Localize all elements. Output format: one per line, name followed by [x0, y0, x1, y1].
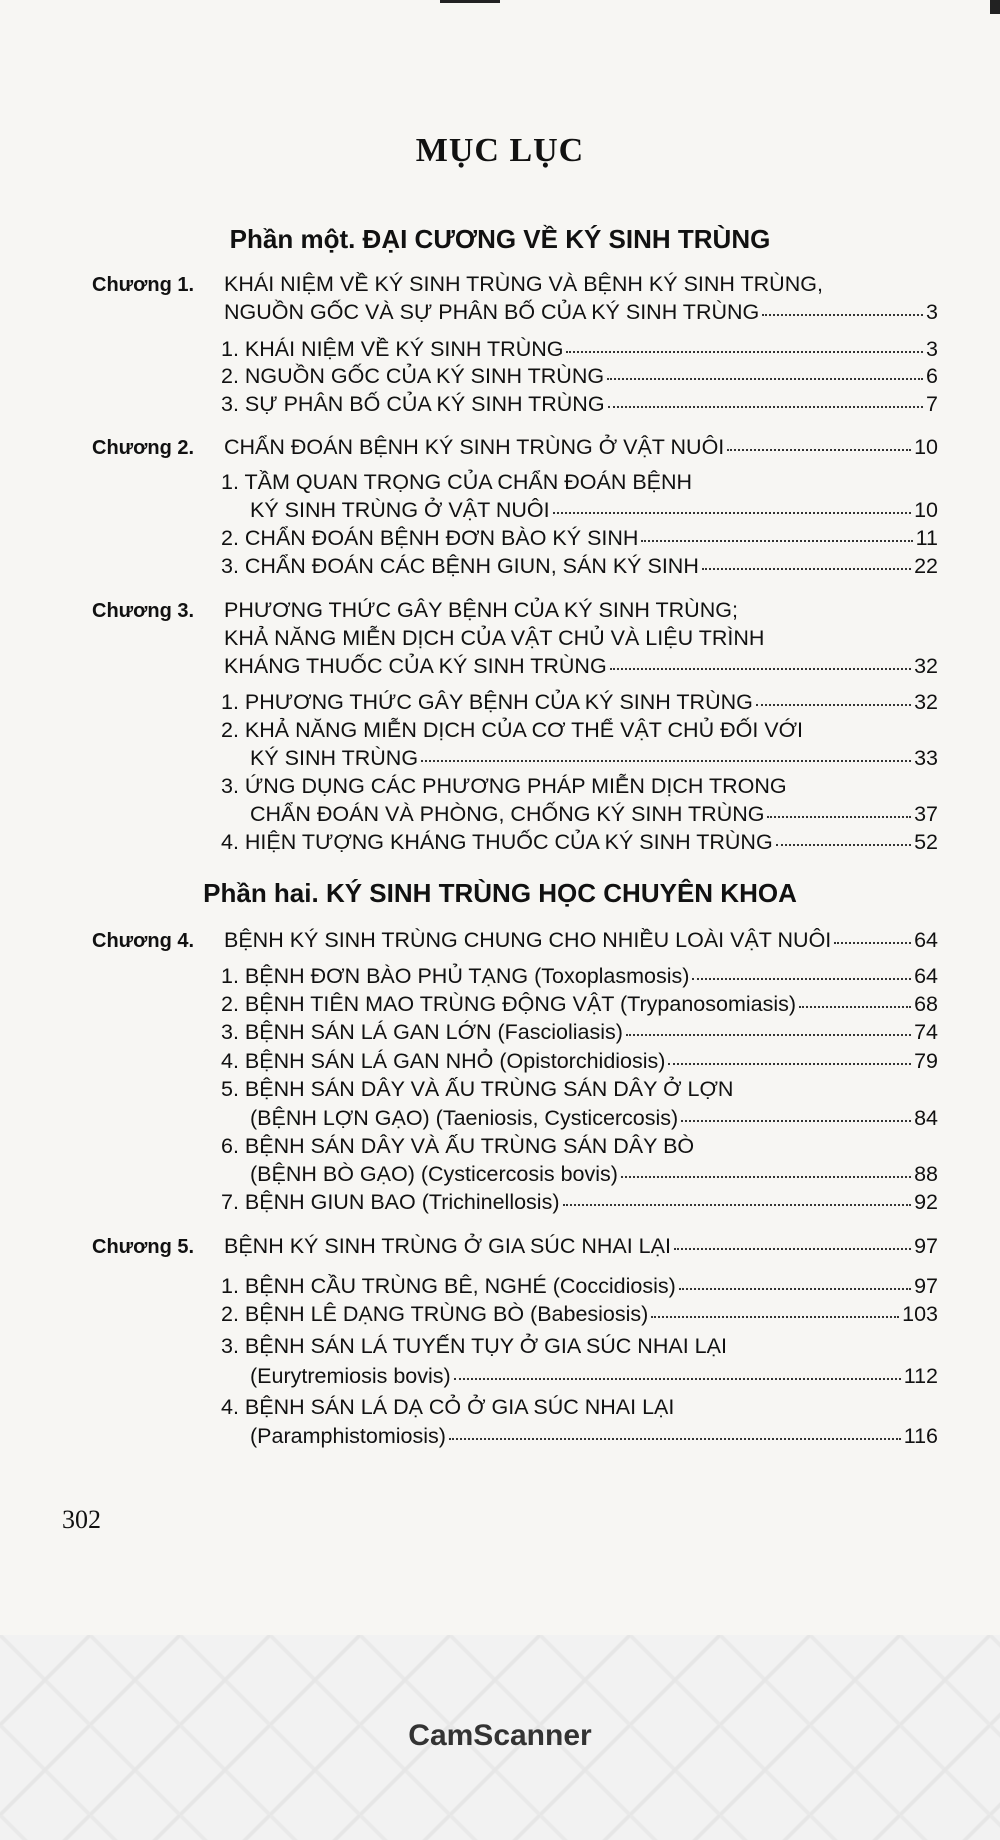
toc-entry[interactable] — [250, 748, 938, 770]
chapter3-label: Chương 3. — [92, 600, 195, 622]
page-title: MỤC LỤC — [415, 132, 585, 169]
entry-title: 4. HIỆN TƯỢNG KHÁNG THUỐC CỦA KÝ SINH TRÙNG — [221, 830, 773, 854]
toc-entry[interactable] — [224, 302, 938, 324]
entry-title: 2. BỆNH TIÊN MAO TRÙNG ĐỘNG VẬT (Trypanosomiasis) — [221, 992, 797, 1016]
page-ref: 88 — [914, 1162, 938, 1186]
page-number: 302 — [62, 1505, 101, 1534]
entry-title-line1: 3. ỨNG DỤNG CÁC PHƯƠNG PHÁP MIỄN DỊCH TRONG — [221, 774, 787, 798]
chapter3-heading — [92, 600, 738, 622]
chapter5-title: BỆNH KÝ SINH TRÙNG Ở GIA SÚC NHAI LẠI — [224, 1234, 671, 1258]
page-ref: 64 — [914, 964, 938, 988]
toc-entry[interactable] — [221, 966, 938, 988]
leader-dots — [668, 1063, 911, 1065]
chapter1-heading — [92, 274, 823, 296]
entry-title: CHẨN ĐOÁN VÀ PHÒNG, CHỐNG KÝ SINH TRÙNG — [250, 802, 765, 826]
page-ref: 32 — [914, 690, 938, 714]
part1-title: Phần một. ĐẠI CƯƠNG VỀ KÝ SINH TRÙNG — [229, 224, 771, 254]
chapter5-label: Chương 5. — [92, 1236, 195, 1258]
page-ref: 74 — [914, 1020, 938, 1044]
page-ref: 11 — [915, 526, 938, 550]
page-ref: 33 — [914, 746, 938, 770]
page-ref: 3 — [926, 300, 938, 324]
page-ref: 68 — [914, 992, 938, 1016]
toc-entry[interactable] — [250, 1108, 938, 1130]
leader-dots — [727, 449, 911, 451]
toc-entry[interactable] — [221, 1304, 938, 1326]
leader-dots — [834, 942, 911, 944]
page-ref: 6 — [926, 364, 938, 388]
leader-dots — [553, 512, 912, 514]
page-ref: 22 — [914, 554, 938, 578]
entry-title: 4. BỆNH SÁN LÁ GAN NHỎ (Opistorchidiosis) — [221, 1049, 666, 1073]
leader-dots — [607, 378, 923, 380]
page-ref: 10 — [914, 435, 938, 459]
entry-title-line1: 1. TẦM QUAN TRỌNG CỦA CHẨN ĐOÁN BỆNH — [221, 470, 693, 494]
entry-title: (Paramphistomiosis) — [250, 1424, 446, 1448]
page-ref: 32 — [914, 654, 938, 678]
leader-dots — [767, 816, 911, 818]
leader-dots — [610, 668, 911, 670]
toc-entry[interactable] — [221, 994, 938, 1016]
toc-entry[interactable] — [221, 366, 938, 388]
chapter3-title-line3: KHÁNG THUỐC CỦA KÝ SINH TRÙNG — [224, 654, 607, 678]
leader-dots — [566, 351, 923, 353]
leader-dots — [762, 314, 923, 316]
toc-entry[interactable] — [250, 804, 938, 826]
page-ref: 112 — [903, 1364, 938, 1388]
entry-title: (BỆNH LỢN GẠO) (Taeniosis, Cysticercosis) — [250, 1106, 679, 1130]
chapter3-title-line2: KHẢ NĂNG MIỄN DỊCH CỦA VẬT CHỦ VÀ LIỆU TRÌNH — [224, 626, 765, 650]
entry-title: 2. CHẨN ĐOÁN BỆNH ĐƠN BÀO KÝ SINH — [221, 526, 639, 550]
toc-entry[interactable] — [221, 1276, 938, 1298]
toc-entry[interactable] — [221, 1022, 938, 1044]
leader-dots — [799, 1006, 911, 1008]
entry-title: 3. CHẨN ĐOÁN CÁC BỆNH GIUN, SÁN KÝ SINH — [221, 554, 699, 578]
part2-title: Phần hai. KÝ SINH TRÙNG HỌC CHUYÊN KHOA — [203, 878, 797, 908]
leader-dots — [621, 1176, 911, 1178]
page-ref: 97 — [914, 1234, 938, 1258]
entry-title: 3. SỰ PHÂN BỐ CỦA KÝ SINH TRÙNG — [221, 392, 605, 416]
leader-dots — [756, 704, 911, 706]
chapter4-label: Chương 4. — [92, 930, 195, 952]
chapter1-title-line1: KHÁI NIỆM VỀ KÝ SINH TRÙNG VÀ BỆNH KÝ SINH TRÙNG, — [224, 272, 823, 296]
leader-dots — [651, 1316, 899, 1318]
entry-title-line1: 3. BỆNH SÁN LÁ TUYẾN TỤY Ở GIA SÚC NHAI LẠI — [221, 1334, 727, 1358]
page-ref: 64 — [914, 928, 938, 952]
entry-title: 1. BỆNH ĐƠN BÀO PHỦ TẠNG (Toxoplasmosis) — [221, 964, 690, 988]
toc-entry[interactable] — [224, 656, 938, 678]
entry-title: 2. BỆNH LÊ DẠNG TRÙNG BÒ (Babesiosis) — [221, 1302, 649, 1326]
toc-entry[interactable] — [221, 528, 938, 550]
chapter3-title-line1: PHƯƠNG THỨC GÂY BỆNH CỦA KÝ SINH TRÙNG; — [224, 598, 738, 622]
toc-entry[interactable] — [250, 1426, 938, 1448]
entry-title: 3. BỆNH SÁN LÁ GAN LỚN (Fascioliasis) — [221, 1020, 623, 1044]
corner-mark — [990, 0, 1000, 14]
entry-title: 1. PHƯƠNG THỨC GÂY BỆNH CỦA KÝ SINH TRÙNG — [221, 690, 753, 714]
page-ref: 97 — [914, 1274, 938, 1298]
page-ref: 3 — [926, 337, 938, 361]
leader-dots — [421, 760, 911, 762]
page-ref: 84 — [914, 1106, 938, 1130]
leader-dots — [641, 540, 912, 542]
leader-dots — [563, 1204, 912, 1206]
page-ref: 10 — [914, 498, 938, 522]
chapter2-label: Chương 2. — [92, 437, 195, 459]
page-ref: 103 — [902, 1302, 938, 1326]
toc-entry[interactable] — [92, 1236, 938, 1258]
entry-title-line1: 5. BỆNH SÁN DÂY VÀ ẤU TRÙNG SÁN DÂY Ở LỢN — [221, 1077, 734, 1101]
leader-dots — [681, 1120, 911, 1122]
entry-title: 1. KHÁI NIỆM VỀ KÝ SINH TRÙNG — [221, 337, 564, 361]
toc-entry[interactable] — [221, 394, 938, 416]
chapter1-title-line2: NGUỒN GỐC VÀ SỰ PHÂN BỐ CỦA KÝ SINH TRÙNG — [224, 300, 760, 324]
leader-dots — [692, 978, 911, 980]
leader-dots — [449, 1438, 901, 1440]
toc-entry[interactable] — [250, 1366, 938, 1388]
toc-entry[interactable] — [221, 1192, 938, 1214]
toc-entry[interactable] — [92, 437, 938, 459]
leader-dots — [674, 1248, 911, 1250]
entry-title: KÝ SINH TRÙNG Ở VẬT NUÔI — [250, 498, 550, 522]
scanner-footer — [0, 1635, 1000, 1840]
entry-title: 1. BỆNH CẦU TRÙNG BÊ, NGHÉ (Coccidiosis) — [221, 1274, 676, 1298]
toc-entry[interactable] — [92, 930, 938, 952]
toc-entry[interactable] — [221, 832, 938, 854]
entry-title: (BỆNH BÒ GẠO) (Cysticercosis bovis) — [250, 1162, 618, 1186]
entry-title: 2. NGUỒN GỐC CỦA KÝ SINH TRÙNG — [221, 364, 605, 388]
chapter2-title: CHẨN ĐOÁN BỆNH KÝ SINH TRÙNG Ở VẬT NUÔI — [224, 435, 725, 459]
toc-entry[interactable] — [250, 1164, 938, 1186]
leader-dots — [626, 1034, 911, 1036]
entry-title-line1: 4. BỆNH SÁN LÁ DẠ CỎ Ở GIA SÚC NHAI LẠI — [221, 1395, 675, 1419]
leader-dots — [454, 1378, 901, 1380]
camscanner-brand: CamScanner — [408, 1719, 592, 1752]
leader-dots — [776, 844, 911, 846]
leader-dots — [608, 406, 923, 408]
page-ref: 52 — [914, 830, 938, 854]
toc-entry[interactable] — [250, 500, 938, 522]
entry-title: 7. BỆNH GIUN BAO (Trichinellosis) — [221, 1190, 560, 1214]
leader-dots — [679, 1288, 911, 1290]
page-ref: 116 — [903, 1424, 938, 1448]
top-edge-mark — [440, 0, 500, 3]
toc-entry[interactable] — [221, 692, 938, 714]
entry-title: (Eurytremiosis bovis) — [250, 1364, 451, 1388]
chapter4-title: BỆNH KÝ SINH TRÙNG CHUNG CHO NHIỀU LOÀI VẬT NUÔI — [224, 928, 832, 952]
entry-title: KÝ SINH TRÙNG — [250, 746, 419, 770]
page-ref: 7 — [926, 392, 938, 416]
entry-title-line1: 2. KHẢ NĂNG MIỄN DỊCH CỦA CƠ THỂ VẬT CHỦ ĐỐI VỚI — [221, 718, 804, 742]
page-ref: 79 — [914, 1049, 938, 1073]
page-ref: 37 — [914, 802, 938, 826]
toc-entry[interactable] — [221, 1051, 938, 1073]
leader-dots — [702, 568, 911, 570]
toc-entry[interactable] — [221, 556, 938, 578]
chapter1-label: Chương 1. — [92, 274, 195, 296]
page-ref: 92 — [914, 1190, 938, 1214]
entry-title-line1: 6. BỆNH SÁN DÂY VÀ ẤU TRÙNG SÁN DÂY BÒ — [221, 1134, 695, 1158]
toc-entry[interactable] — [221, 339, 938, 361]
